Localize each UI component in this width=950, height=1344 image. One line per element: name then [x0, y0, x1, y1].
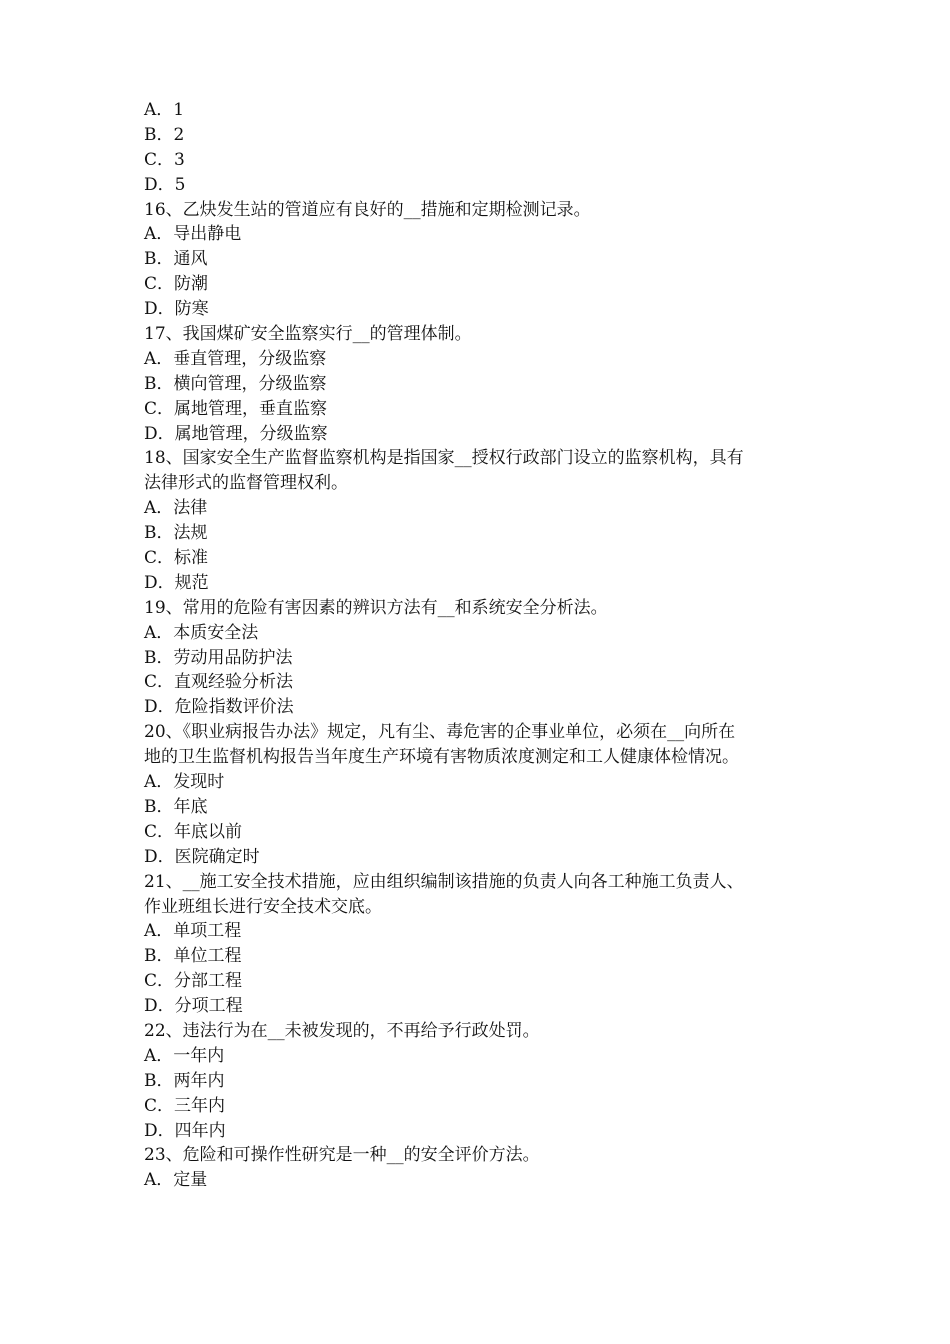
option-line: B．2: [144, 124, 185, 145]
option-line: A．一年内: [144, 1045, 225, 1066]
option-line: C．年底以前: [144, 821, 243, 842]
option-line: D．属地管理，分级监察: [144, 423, 328, 444]
question-22: 22、违法行为在__未被发现的，不再给予行政处罚。: [144, 1020, 540, 1041]
option-line: D．规范: [144, 572, 209, 593]
option-line: C．属地管理，垂直监察: [144, 398, 328, 419]
option-line: D．5: [144, 174, 186, 195]
option-line: C．防潮: [144, 274, 209, 295]
option-line: B．法规: [144, 523, 208, 544]
option-line: B．横向管理，分级监察: [144, 373, 327, 394]
option-line: B．单位工程: [144, 946, 242, 967]
option-line: C．直观经验分析法: [144, 672, 294, 693]
question-18: 18、国家安全生产监督监察机构是指国家__授权行政部门设立的监察机构，具有: [144, 448, 744, 469]
option-line: C．标准: [144, 548, 209, 569]
question-list: [144, 98, 824, 1193]
question-16: 16、乙炔发生站的管道应有良好的__措施和定期检测记录。: [144, 199, 591, 220]
option-line: C．三年内: [144, 1095, 226, 1116]
option-line: B．劳动用品防护法: [144, 647, 293, 668]
option-line: B．两年内: [144, 1070, 225, 1091]
option-line: A．1: [144, 100, 185, 120]
option-line: D．防寒: [144, 299, 209, 320]
option-line: C．3: [144, 149, 185, 170]
question-20-continued: 地的卫生监督机构报告当年度生产环境有害物质浓度测定和工人健康体检情况。: [144, 747, 739, 768]
option-line: A．定量: [144, 1170, 208, 1191]
option-line: C．分部工程: [144, 971, 243, 992]
option-line: A．发现时: [144, 772, 225, 793]
option-line: B．年底: [144, 796, 208, 817]
option-line: D．四年内: [144, 1120, 226, 1141]
question-18-continued: 法律形式的监督管理权利。: [144, 473, 348, 494]
option-line: D．危险指数评价法: [144, 697, 294, 718]
question-21: 21、__施工安全技术措施，应由组织编制该措施的负责人向各工种施工负责人、: [144, 871, 744, 892]
option-line: A．单项工程: [144, 921, 242, 942]
question-17: 17、我国煤矿安全监察实行__的管理体制。: [144, 324, 472, 345]
question-19: 19、常用的危险有害因素的辨识方法有__和系统安全分析法。: [144, 597, 608, 618]
option-line: B．通风: [144, 249, 208, 270]
option-line: A．垂直管理，分级监察: [144, 348, 327, 369]
question-21-continued: 作业班组长进行安全技术交底。: [144, 896, 382, 917]
option-line: D．分项工程: [144, 996, 243, 1017]
question-23: 23、危险和可操作性研究是一种__的安全评价方法。: [144, 1145, 540, 1166]
option-line: A．本质安全法: [144, 622, 259, 643]
option-line: A．导出静电: [144, 224, 242, 245]
option-line: A．法律: [144, 498, 208, 519]
question-20: 20、《职业病报告办法》规定，凡有尘、毒危害的企事业单位，必须在__向所在: [144, 722, 736, 743]
option-line: D．医院确定时: [144, 846, 260, 867]
